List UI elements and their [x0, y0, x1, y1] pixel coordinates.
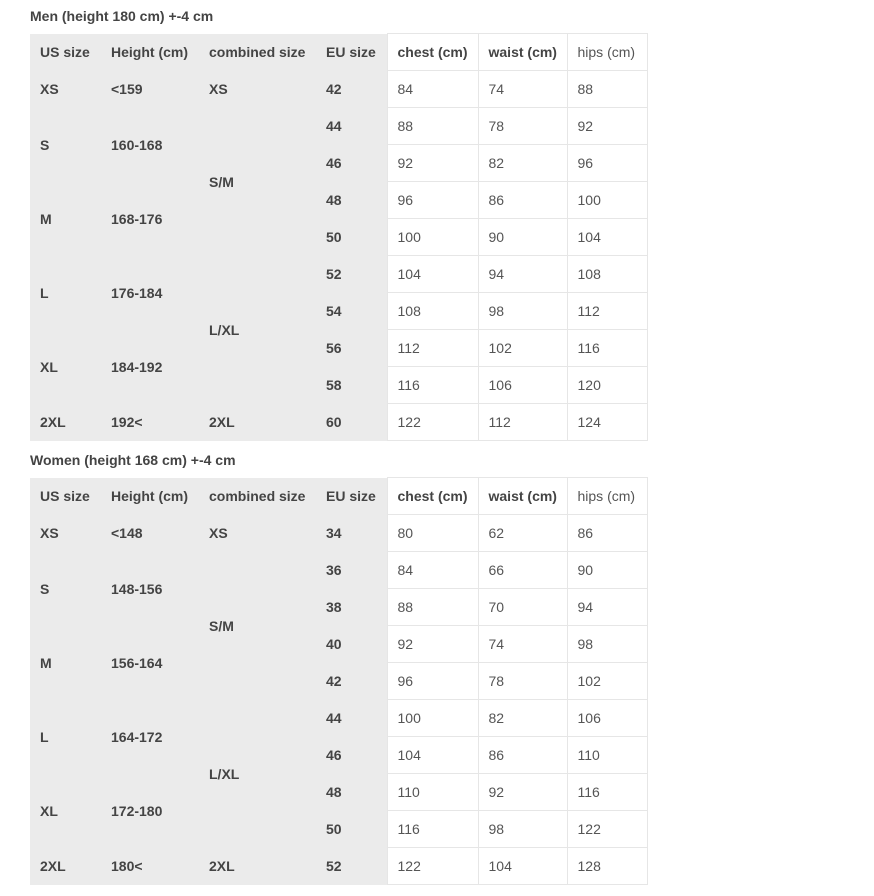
header-eu-size: EU size — [316, 478, 387, 515]
hips-cell: 88 — [567, 71, 647, 108]
header-combined-size: combined size — [199, 34, 316, 71]
height-cell: 184-192 — [101, 330, 199, 404]
header-height: Height (cm) — [101, 34, 199, 71]
waist-cell: 94 — [478, 256, 567, 293]
height-cell: 148-156 — [101, 552, 199, 626]
hips-cell: 116 — [567, 330, 647, 367]
table-header-row — [30, 478, 647, 515]
chest-cell: 100 — [387, 700, 478, 737]
chest-cell: 88 — [387, 108, 478, 145]
waist-cell: 82 — [478, 700, 567, 737]
us-size-cell: 2XL — [30, 404, 101, 441]
height-cell: 168-176 — [101, 182, 199, 256]
chest-cell: 100 — [387, 219, 478, 256]
chest-cell: 116 — [387, 811, 478, 848]
header-us-size: US size — [30, 478, 101, 515]
waist-cell: 90 — [478, 219, 567, 256]
waist-cell: 86 — [478, 182, 567, 219]
hips-cell: 104 — [567, 219, 647, 256]
chest-cell: 92 — [387, 626, 478, 663]
height-cell: 160-168 — [101, 108, 199, 182]
hips-cell: 128 — [567, 848, 647, 885]
chest-cell: 110 — [387, 774, 478, 811]
eu-size-cell: 42 — [316, 663, 387, 700]
chest-cell: 104 — [387, 256, 478, 293]
combined-size-cell: L/XL — [199, 700, 316, 848]
eu-size-cell: 44 — [316, 108, 387, 145]
chest-cell: 84 — [387, 552, 478, 589]
hips-cell: 116 — [567, 774, 647, 811]
us-size-cell: M — [30, 182, 101, 256]
us-size-cell: S — [30, 552, 101, 626]
eu-size-cell: 54 — [316, 293, 387, 330]
chest-cell: 80 — [387, 515, 478, 552]
eu-size-cell: 56 — [316, 330, 387, 367]
men-size-table — [30, 33, 648, 441]
waist-cell: 78 — [478, 108, 567, 145]
hips-cell: 100 — [567, 182, 647, 219]
hips-cell: 110 — [567, 737, 647, 774]
hips-cell: 120 — [567, 367, 647, 404]
waist-cell: 106 — [478, 367, 567, 404]
hips-cell: 112 — [567, 293, 647, 330]
waist-cell: 82 — [478, 145, 567, 182]
table-row — [30, 330, 647, 367]
combined-size-cell: 2XL — [199, 848, 316, 885]
eu-size-cell: 50 — [316, 811, 387, 848]
table-header-row — [30, 34, 647, 71]
us-size-cell: L — [30, 256, 101, 330]
hips-cell: 122 — [567, 811, 647, 848]
chest-cell: 108 — [387, 293, 478, 330]
table-row — [30, 700, 647, 737]
header-hips: hips (cm) — [567, 34, 647, 71]
eu-size-cell: 42 — [316, 71, 387, 108]
combined-size-cell: S/M — [199, 552, 316, 700]
chest-cell: 122 — [387, 848, 478, 885]
table-row — [30, 71, 647, 108]
chest-cell: 84 — [387, 71, 478, 108]
table-row — [30, 108, 647, 145]
chest-cell: 116 — [387, 367, 478, 404]
eu-size-cell: 36 — [316, 552, 387, 589]
table-row — [30, 848, 647, 885]
chest-cell: 88 — [387, 589, 478, 626]
hips-cell: 98 — [567, 626, 647, 663]
header-chest: chest (cm) — [387, 34, 478, 71]
combined-size-cell: L/XL — [199, 256, 316, 404]
eu-size-cell: 58 — [316, 367, 387, 404]
women-section-title: Women (height 168 cm) +-4 cm — [30, 452, 236, 468]
hips-cell: 92 — [567, 108, 647, 145]
eu-size-cell: 52 — [316, 848, 387, 885]
header-height: Height (cm) — [101, 478, 199, 515]
us-size-cell: S — [30, 108, 101, 182]
eu-size-cell: 40 — [316, 626, 387, 663]
hips-cell: 102 — [567, 663, 647, 700]
waist-cell: 112 — [478, 404, 567, 441]
header-waist: waist (cm) — [478, 34, 567, 71]
waist-cell: 98 — [478, 811, 567, 848]
hips-cell: 96 — [567, 145, 647, 182]
hips-cell: 124 — [567, 404, 647, 441]
table-row — [30, 182, 647, 219]
chest-cell: 112 — [387, 330, 478, 367]
table-row — [30, 515, 647, 552]
us-size-cell: M — [30, 626, 101, 700]
waist-cell: 102 — [478, 330, 567, 367]
chest-cell: 96 — [387, 182, 478, 219]
eu-size-cell: 34 — [316, 515, 387, 552]
eu-size-cell: 48 — [316, 774, 387, 811]
waist-cell: 98 — [478, 293, 567, 330]
header-chest: chest (cm) — [387, 478, 478, 515]
us-size-cell: L — [30, 700, 101, 774]
header-waist: waist (cm) — [478, 478, 567, 515]
men-section-title: Men (height 180 cm) +-4 cm — [30, 8, 214, 24]
height-cell: 192< — [101, 404, 199, 441]
chest-cell: 104 — [387, 737, 478, 774]
us-size-cell: XL — [30, 774, 101, 848]
chest-cell: 92 — [387, 145, 478, 182]
eu-size-cell: 60 — [316, 404, 387, 441]
waist-cell: 70 — [478, 589, 567, 626]
chest-cell: 96 — [387, 663, 478, 700]
table-row — [30, 404, 647, 441]
height-cell: 156-164 — [101, 626, 199, 700]
eu-size-cell: 44 — [316, 700, 387, 737]
combined-size-cell: XS — [199, 515, 316, 552]
waist-cell: 104 — [478, 848, 567, 885]
eu-size-cell: 46 — [316, 737, 387, 774]
header-eu-size: EU size — [316, 34, 387, 71]
table-row — [30, 626, 647, 663]
waist-cell: 74 — [478, 71, 567, 108]
hips-cell: 86 — [567, 515, 647, 552]
us-size-cell: XS — [30, 71, 101, 108]
header-combined-size: combined size — [199, 478, 316, 515]
eu-size-cell: 50 — [316, 219, 387, 256]
eu-size-cell: 38 — [316, 589, 387, 626]
eu-size-cell: 46 — [316, 145, 387, 182]
height-cell: 164-172 — [101, 700, 199, 774]
table-row — [30, 552, 647, 589]
chest-cell: 122 — [387, 404, 478, 441]
waist-cell: 78 — [478, 663, 567, 700]
height-cell: 180< — [101, 848, 199, 885]
eu-size-cell: 48 — [316, 182, 387, 219]
waist-cell: 86 — [478, 737, 567, 774]
header-hips: hips (cm) — [567, 478, 647, 515]
height-cell: 176-184 — [101, 256, 199, 330]
waist-cell: 62 — [478, 515, 567, 552]
hips-cell: 90 — [567, 552, 647, 589]
hips-cell: 108 — [567, 256, 647, 293]
height-cell: 172-180 — [101, 774, 199, 848]
combined-size-cell: 2XL — [199, 404, 316, 441]
us-size-cell: XS — [30, 515, 101, 552]
us-size-cell: 2XL — [30, 848, 101, 885]
table-row — [30, 774, 647, 811]
waist-cell: 66 — [478, 552, 567, 589]
height-cell: <159 — [101, 71, 199, 108]
waist-cell: 92 — [478, 774, 567, 811]
combined-size-cell: S/M — [199, 108, 316, 256]
hips-cell: 94 — [567, 589, 647, 626]
table-row — [30, 256, 647, 293]
waist-cell: 74 — [478, 626, 567, 663]
women-size-table — [30, 477, 648, 885]
header-us-size: US size — [30, 34, 101, 71]
combined-size-cell: XS — [199, 71, 316, 108]
height-cell: <148 — [101, 515, 199, 552]
eu-size-cell: 52 — [316, 256, 387, 293]
us-size-cell: XL — [30, 330, 101, 404]
hips-cell: 106 — [567, 700, 647, 737]
